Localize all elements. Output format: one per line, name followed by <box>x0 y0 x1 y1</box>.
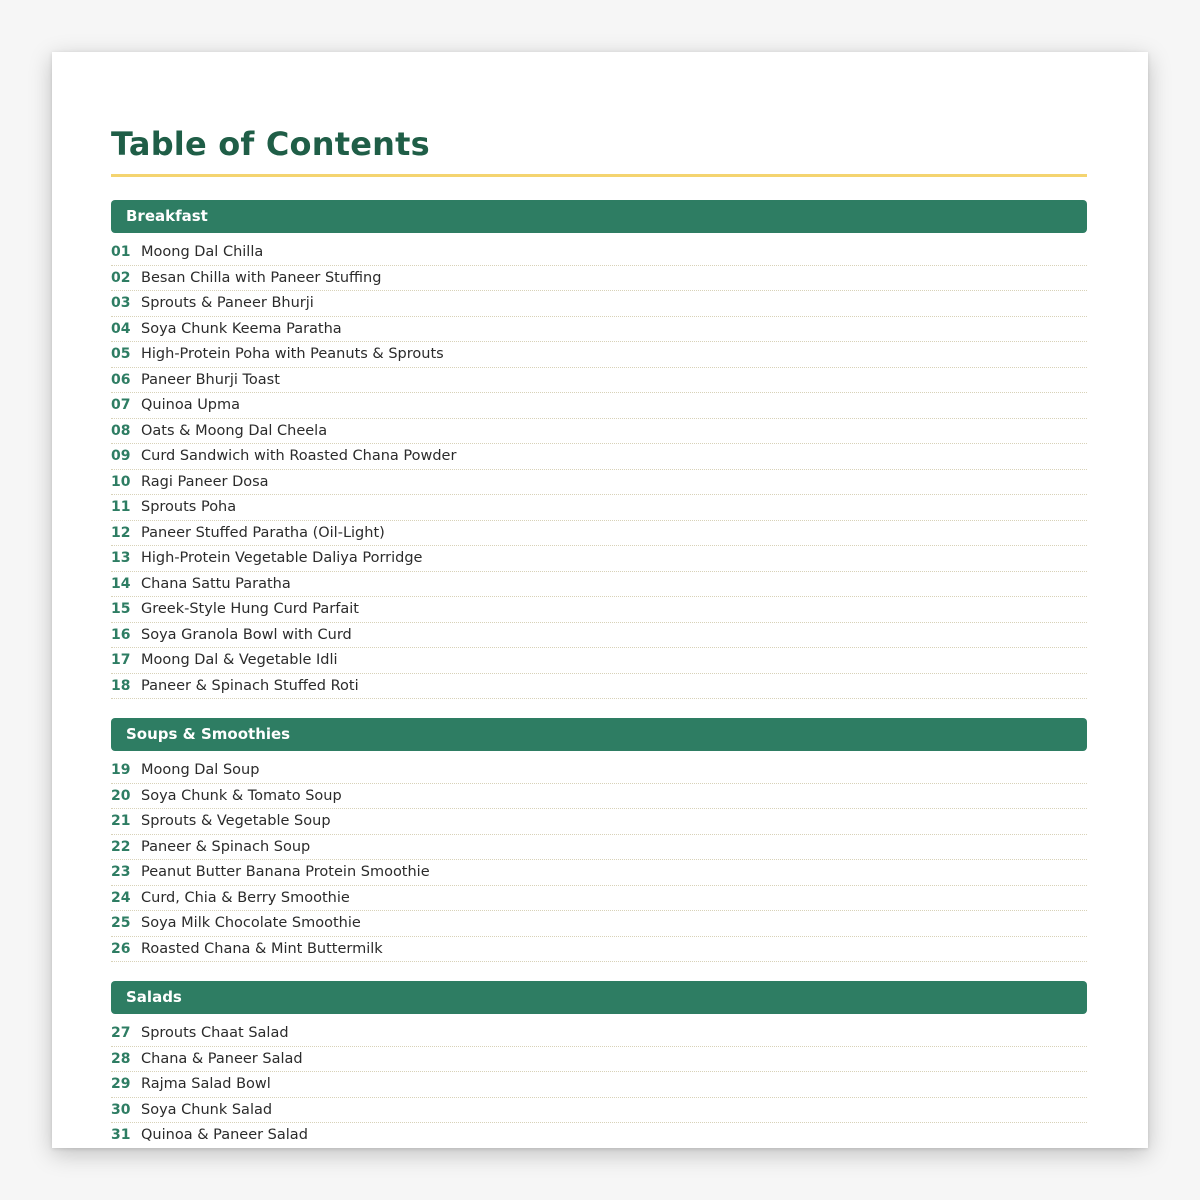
entry-title: Rajma Salad Bowl <box>141 1076 271 1093</box>
entry-number: 27 <box>111 1025 131 1042</box>
toc-entry[interactable] <box>111 495 1087 521</box>
entry-number: 03 <box>111 295 131 312</box>
toc-entry[interactable] <box>111 937 1087 963</box>
toc-entry[interactable] <box>111 1047 1087 1073</box>
entry-number: 25 <box>111 915 131 932</box>
entry-number: 11 <box>111 499 131 516</box>
document-page <box>52 52 1148 1148</box>
entry-number: 08 <box>111 422 131 439</box>
entry-number: 10 <box>111 473 131 490</box>
entry-number: 28 <box>111 1050 131 1067</box>
entry-number: 22 <box>111 838 131 855</box>
entry-title: Sprouts & Paneer Bhurji <box>141 295 314 312</box>
entry-title: Paneer & Spinach Soup <box>141 838 311 855</box>
toc-entry[interactable] <box>111 393 1087 419</box>
entry-title: Ragi Paneer Dosa <box>141 473 269 490</box>
entry-title: Moong Dal Soup <box>141 762 260 779</box>
toc-entry[interactable] <box>111 240 1087 266</box>
entry-title: Soya Chunk & Tomato Soup <box>141 787 342 804</box>
entry-number: 30 <box>111 1101 131 1118</box>
entry-number: 31 <box>111 1127 131 1144</box>
entry-title: Sprouts & Vegetable Soup <box>141 813 331 830</box>
entry-number: 29 <box>111 1076 131 1093</box>
entry-title: Greek-Style Hung Curd Parfait <box>141 601 359 618</box>
entry-title: Quinoa Upma <box>141 397 241 414</box>
entry-number: 23 <box>111 864 131 881</box>
entry-title: Besan Chilla with Paneer Stuffing <box>141 269 382 286</box>
entry-number: 15 <box>111 601 131 618</box>
toc-entry[interactable] <box>111 860 1087 886</box>
entry-number: 26 <box>111 940 131 957</box>
entry-title: Sprouts Poha <box>141 499 237 516</box>
entry-title: Curd, Chia & Berry Smoothie <box>141 889 350 906</box>
entry-title: Paneer Stuffed Paratha (Oil-Light) <box>141 524 385 541</box>
entry-title: Roasted Chana & Mint Buttermilk <box>141 940 383 957</box>
entry-title: Moong Dal & Vegetable Idli <box>141 652 338 669</box>
toc-section <box>111 200 1087 699</box>
toc-entry[interactable] <box>111 597 1087 623</box>
toc-entry[interactable] <box>111 342 1087 368</box>
entry-title: Soya Granola Bowl with Curd <box>141 626 352 643</box>
toc-entry[interactable] <box>111 291 1087 317</box>
entry-number: 18 <box>111 677 131 694</box>
toc-entry[interactable] <box>111 470 1087 496</box>
toc-entry[interactable] <box>111 911 1087 937</box>
entry-title: High-Protein Vegetable Daliya Porridge <box>141 550 423 567</box>
title-underline <box>111 174 1087 177</box>
entry-title: High-Protein Poha with Peanuts & Sprouts <box>141 346 444 363</box>
entry-title: Paneer & Spinach Stuffed Roti <box>141 677 359 694</box>
entry-number: 21 <box>111 813 131 830</box>
entry-title: Sprouts Chaat Salad <box>141 1025 289 1042</box>
entry-number: 20 <box>111 787 131 804</box>
toc-section <box>111 718 1087 962</box>
toc-entry[interactable] <box>111 1123 1087 1148</box>
entry-title: Chana Sattu Paratha <box>141 575 291 592</box>
toc-entry[interactable] <box>111 648 1087 674</box>
toc-entry[interactable] <box>111 1072 1087 1098</box>
entry-title: Oats & Moong Dal Cheela <box>141 422 328 439</box>
section-header: Soups & Smoothies <box>111 718 1087 751</box>
entry-title: Chana & Paneer Salad <box>141 1050 303 1067</box>
toc-section <box>111 981 1087 1148</box>
entry-title: Quinoa & Paneer Salad <box>141 1127 308 1144</box>
toc-entry[interactable] <box>111 444 1087 470</box>
entry-title: Curd Sandwich with Roasted Chana Powder <box>141 448 457 465</box>
entry-number: 12 <box>111 524 131 541</box>
toc-entry[interactable] <box>111 368 1087 394</box>
section-header: Salads <box>111 981 1087 1014</box>
toc-sections <box>111 200 1087 1148</box>
toc-entry[interactable] <box>111 521 1087 547</box>
entry-number: 02 <box>111 269 131 286</box>
entry-title: Paneer Bhurji Toast <box>141 371 280 388</box>
toc-entry[interactable] <box>111 809 1087 835</box>
entry-number: 16 <box>111 626 131 643</box>
toc-entry[interactable] <box>111 419 1087 445</box>
entry-number: 09 <box>111 448 131 465</box>
toc-entry[interactable] <box>111 835 1087 861</box>
entry-number: 13 <box>111 550 131 567</box>
toc-entry[interactable] <box>111 1021 1087 1047</box>
toc-entry[interactable] <box>111 1098 1087 1124</box>
entry-title: Peanut Butter Banana Protein Smoothie <box>141 864 430 881</box>
toc-entry[interactable] <box>111 572 1087 598</box>
page-title: Table of Contents <box>111 125 430 163</box>
toc-entry[interactable] <box>111 317 1087 343</box>
entry-number: 24 <box>111 889 131 906</box>
section-header: Breakfast <box>111 200 1087 233</box>
toc-entry[interactable] <box>111 886 1087 912</box>
toc-content <box>111 124 1087 1148</box>
entry-number: 06 <box>111 371 131 388</box>
entry-title: Soya Chunk Keema Paratha <box>141 320 342 337</box>
toc-entry[interactable] <box>111 758 1087 784</box>
entry-number: 07 <box>111 397 131 414</box>
toc-entry[interactable] <box>111 266 1087 292</box>
entry-number: 19 <box>111 762 131 779</box>
entry-title: Moong Dal Chilla <box>141 244 264 261</box>
entry-title: Soya Milk Chocolate Smoothie <box>141 915 361 932</box>
entry-number: 05 <box>111 346 131 363</box>
toc-entry[interactable] <box>111 623 1087 649</box>
entry-number: 17 <box>111 652 131 669</box>
entry-number: 01 <box>111 244 131 261</box>
toc-entry[interactable] <box>111 546 1087 572</box>
entry-number: 14 <box>111 575 131 592</box>
toc-entry[interactable] <box>111 784 1087 810</box>
entry-number: 04 <box>111 320 131 337</box>
entry-title: Soya Chunk Salad <box>141 1101 273 1118</box>
toc-entry[interactable] <box>111 674 1087 700</box>
